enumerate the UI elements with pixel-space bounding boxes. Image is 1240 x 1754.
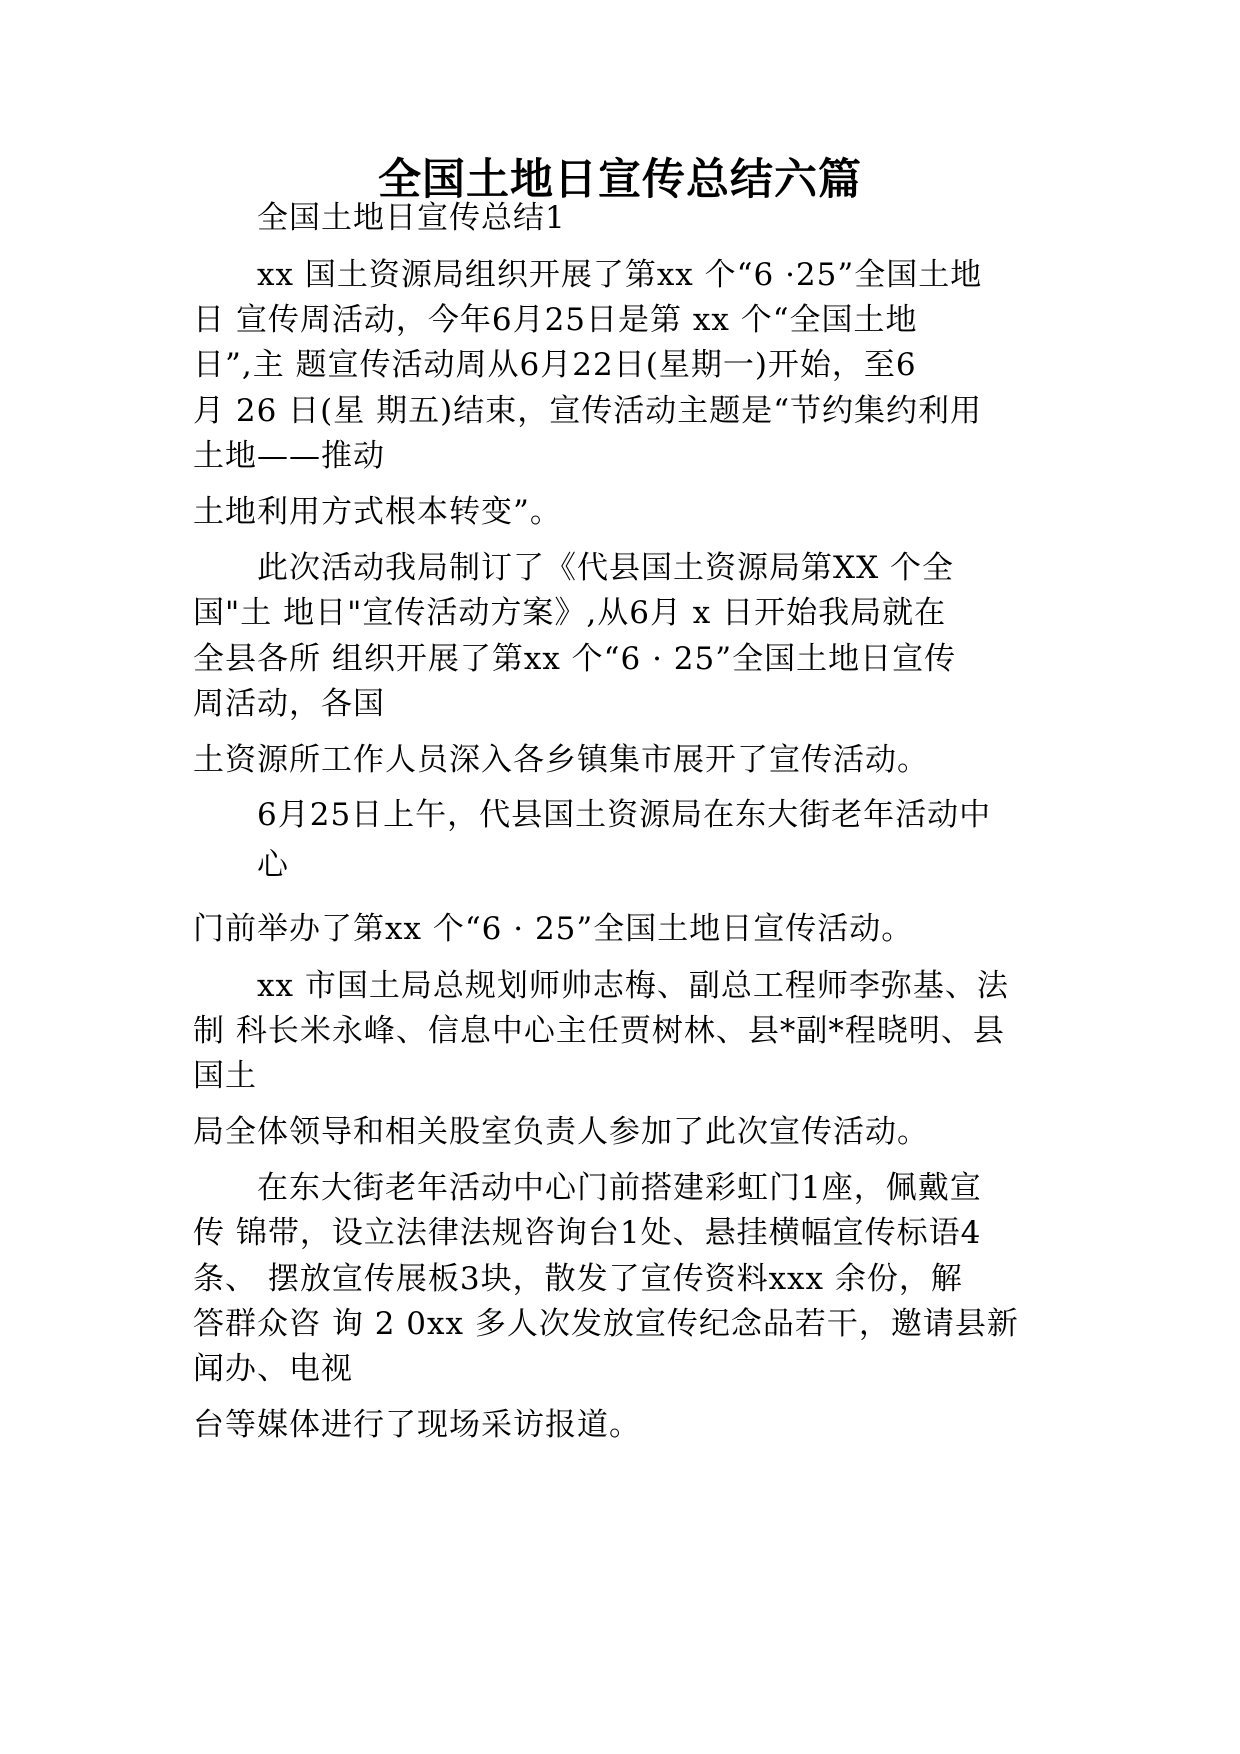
section-heading: 全国土地日宣传总结1: [257, 200, 566, 236]
paragraph-line: 传 锦带，设立法律法规咨询台1处、悬挂横幅宣传标语4: [193, 1215, 982, 1251]
paragraph-line: xx 国土资源局组织开展了第xx 个“6 ·25”全国土地: [257, 257, 983, 293]
paragraph-line: 月 26 日(星 期五)结束，宣传活动主题是“节约集约利用: [193, 393, 983, 429]
paragraph-line: 闻办、电视: [193, 1351, 353, 1387]
paragraph-line: xx 市国土局总规划师帅志梅、副总工程师李弥基、法: [257, 968, 1009, 1004]
paragraph-line: 此次活动我局制订了《代县国土资源局第XX 个全: [257, 550, 954, 586]
paragraph-line: 全县各所 组织开展了第xx 个“6 · 25”全国土地日宣传: [193, 641, 957, 677]
document-title: 全国土地日宣传总结六篇: [378, 155, 862, 205]
paragraph-line: 日”,主 题宣传活动周从6月22日(星期一)开始，至6: [193, 347, 917, 383]
paragraph-line: 心: [257, 847, 289, 883]
paragraph-line: 答群众咨 询 2 0xx 多人次发放宣传纪念品若干，邀请县新: [193, 1306, 1019, 1342]
paragraph-line: 土资源所工作人员深入各乡镇集市展开了宣传活动。: [193, 742, 929, 778]
paragraph-line: 台等媒体进行了现场采访报道。: [193, 1407, 641, 1443]
paragraph-line: 制 科长米永峰、信息中心主任贾树林、县*副*程晓明、县: [193, 1013, 1005, 1049]
paragraph-line: 土地——推动: [193, 438, 385, 474]
paragraph-line: 门前举办了第xx 个“6 · 25”全国土地日宣传活动。: [193, 911, 914, 947]
paragraph-line: 局全体领导和相关股室负责人参加了此次宣传活动。: [193, 1114, 929, 1150]
paragraph-line: 周活动，各国: [193, 686, 385, 722]
paragraph-line: 日 宣传周活动，今年6月25日是第 xx 个“全国土地: [193, 302, 918, 338]
paragraph-line: 在东大街老年活动中心门前搭建彩虹门1座，佩戴宣: [257, 1170, 982, 1206]
paragraph-line: 土地利用方式根本转变”。: [193, 494, 562, 530]
paragraph-line: 国土: [193, 1058, 257, 1094]
paragraph-line: 6月25日上午，代县国土资源局在东大街老年活动中: [257, 797, 992, 833]
paragraph-line: 国"土 地日"宣传活动方案》,从6月 x 日开始我局就在: [193, 595, 947, 631]
paragraph-line: 条、 摆放宣传展板3块，散发了宣传资料xxx 余份，解: [193, 1261, 963, 1297]
